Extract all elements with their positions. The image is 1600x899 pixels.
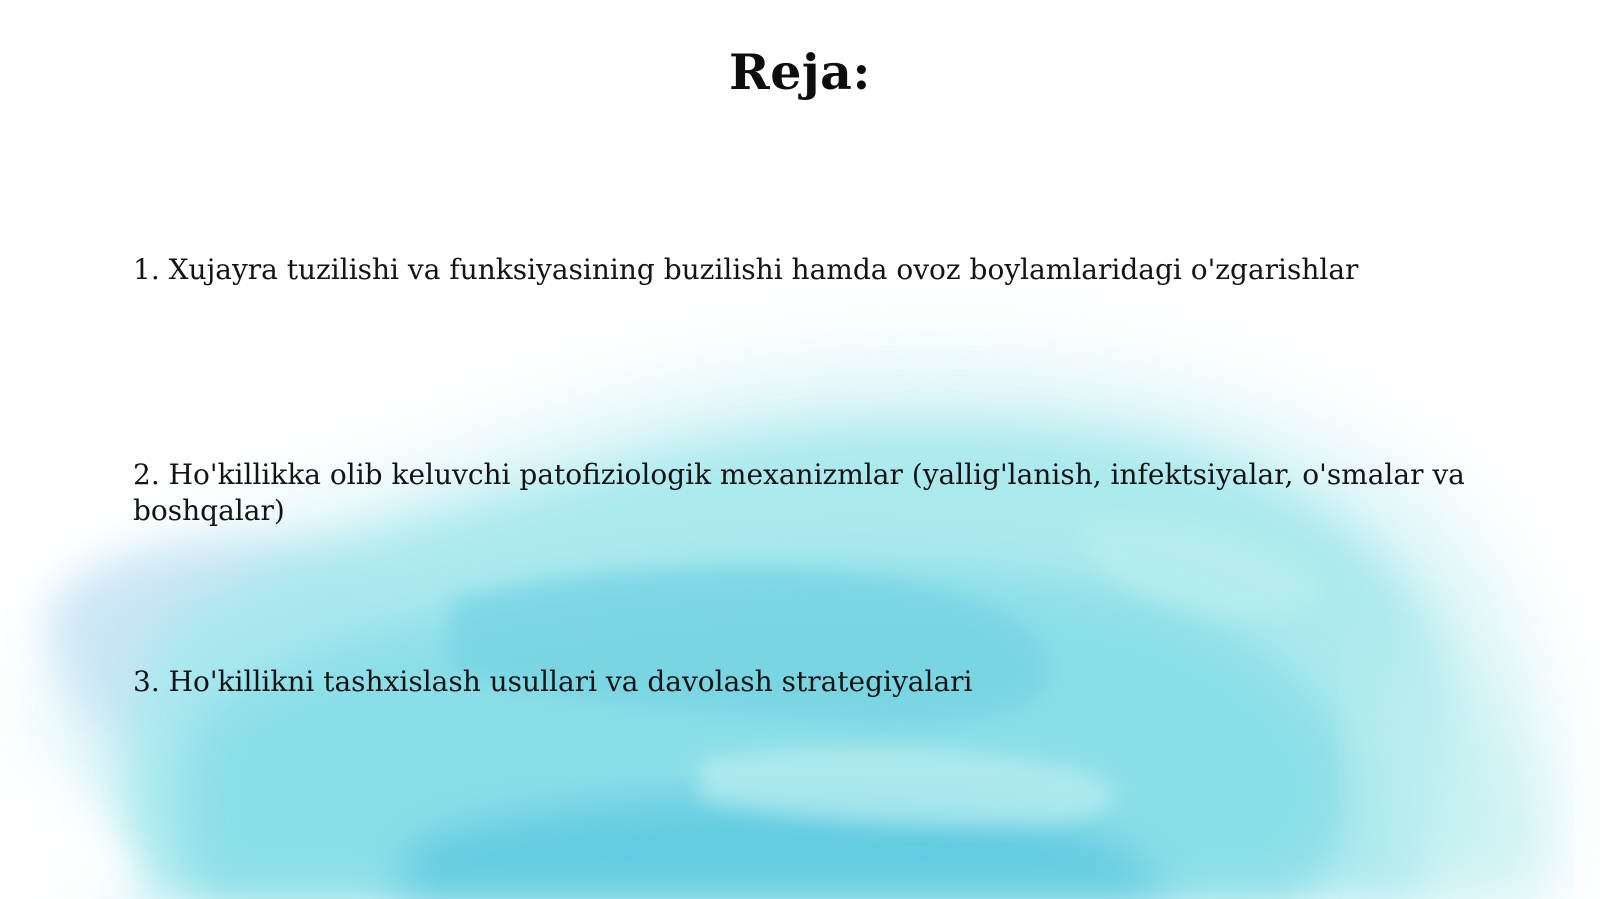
plan-item-2: 2. Ho'killikka olib keluvchi patofiziologik mexanizmlar (yallig'lanish, infektsiyalar, o'smalar va boshqalar) — [133, 458, 1465, 527]
plan-item-3: 3. Ho'killikni tashxislash usullari va davolash strategiyalari — [133, 665, 973, 698]
slide-title: Reja: — [729, 43, 871, 101]
plan-item-1: 1. Xujayra tuzilishi va funksiyasining buzilishi hamda ovoz boylamlaridagi o'zgarishlar — [133, 253, 1359, 286]
